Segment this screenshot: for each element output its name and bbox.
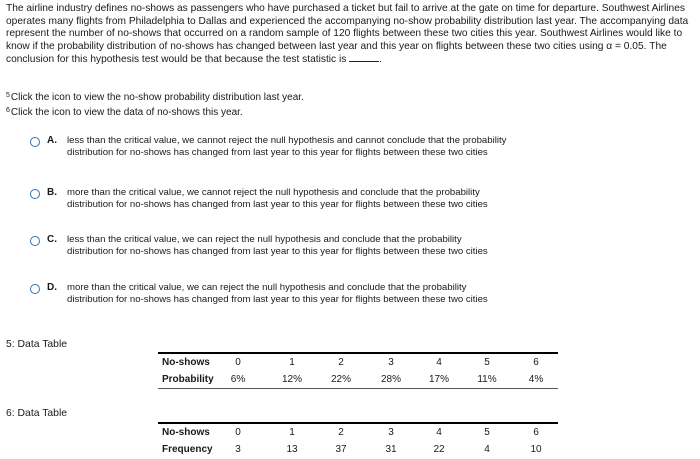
question-body: The airline industry defines no-shows as passengers who have purchased a ticket but fail to arrive at the gate on time for departure. Southwest Airlines operates many flights from Philadelphia to Dallas and experienced the accompanying no-show probability distribution last year. The accompanying data represent the number of no-shows that occurred on a random sample of 120 flights between these two cities this year. Southwest Airlines would like to know if the probability distribution of no-shows has changed between last year and this year on flights between these two cities using α = 0.05. The conclusion for this hypothesis test would be that because the test statistic is [6,3,689,66]
option-d-radio[interactable] [30,284,40,294]
table-row-frequency [158,441,558,458]
option-letter: A. [47,135,57,146]
option-b-radio[interactable] [30,189,40,199]
table-row-noshows [158,424,558,441]
reference-link-6[interactable] [6,105,304,120]
row-label: Frequency [162,444,213,455]
table-cell: 0 [235,357,241,368]
table-cell: 4% [528,374,544,385]
table-cell: 1 [289,357,295,368]
table-bottom-rule [158,388,558,389]
table-cell: 2 [338,427,344,438]
table-cell: 4 [436,427,442,438]
option-c[interactable] [30,234,510,282]
table-cell: 0 [235,427,241,438]
question-text [6,3,696,67]
table-cell: 6% [230,374,246,385]
option-c-radio[interactable] [30,236,40,246]
table-cell: 28% [380,374,401,385]
table-cell: 10 [530,444,542,455]
table-row-probability [158,371,558,388]
row-label: No-shows [162,357,210,368]
option-a-radio[interactable] [30,137,40,147]
table-cell: 5 [484,357,490,368]
reference-link-5[interactable] [6,90,304,105]
option-letter: D. [47,282,57,293]
data-table-5 [158,352,558,389]
table-cell: 4 [436,357,442,368]
question-blank-tail: . [379,54,383,66]
table-cell: 31 [385,444,397,455]
table-cell: 1 [289,427,295,438]
table-cell: 6 [533,427,539,438]
table-cell: 13 [286,444,298,455]
table-cell: 12% [281,374,302,385]
option-b[interactable] [30,187,510,234]
data-table-5-title: 5: Data Table [6,339,68,350]
table-cell: 5 [484,427,490,438]
option-letter: B. [47,187,57,198]
table-cell: 3 [388,427,394,438]
table-cell: 2 [338,357,344,368]
reference-number: 6 [6,106,10,114]
data-table-6-title: 6: Data Table [6,408,68,419]
option-text: less than the critical value, we can reject the null hypothesis and conclude that the probability distribution for no-shows has changed from last year to this year for flights between these two cities [67,234,488,257]
row-label: Probability [162,374,214,385]
reference-links [6,90,304,119]
table-row-noshows [158,354,558,371]
option-d[interactable] [30,282,510,330]
option-text: less than the critical value, we cannot reject the null hypothesis and cannot conclude that the probability distribution for no-shows has changed from last year to this year for flights between these two cities [67,135,507,158]
table-cell: 17% [428,374,449,385]
answer-options [30,135,510,330]
table-cell: 4 [484,444,490,455]
table-cell: 3 [235,444,241,455]
option-letter: C. [47,234,57,245]
question-paragraph [6,3,696,67]
table-cell: 3 [388,357,394,368]
table-cell: 37 [335,444,347,455]
answer-blank [349,53,379,62]
table-cell: 11% [477,374,497,385]
reference-link-text[interactable]: Click the icon to view the data of no-shows this year. [10,106,243,118]
option-text: more than the critical value, we cannot reject the null hypothesis and conclude that the probability distribution for no-shows has changed from last year to this year for flights between these two cities [67,187,488,210]
table-cell: 22 [433,444,445,455]
reference-number: 5 [6,92,10,99]
row-label: No-shows [162,427,210,438]
data-table-6 [158,422,558,458]
table-cell: 6 [533,357,539,368]
reference-link-text[interactable]: Click the icon to view the no-show probability distribution last year. [10,92,304,103]
option-text: more than the critical value, we can reject the null hypothesis and conclude that the probability distribution for no-shows has changed from last year to this year for flights between these two cities [67,282,488,305]
table-cell: 22% [330,374,351,385]
option-a[interactable] [30,135,510,187]
